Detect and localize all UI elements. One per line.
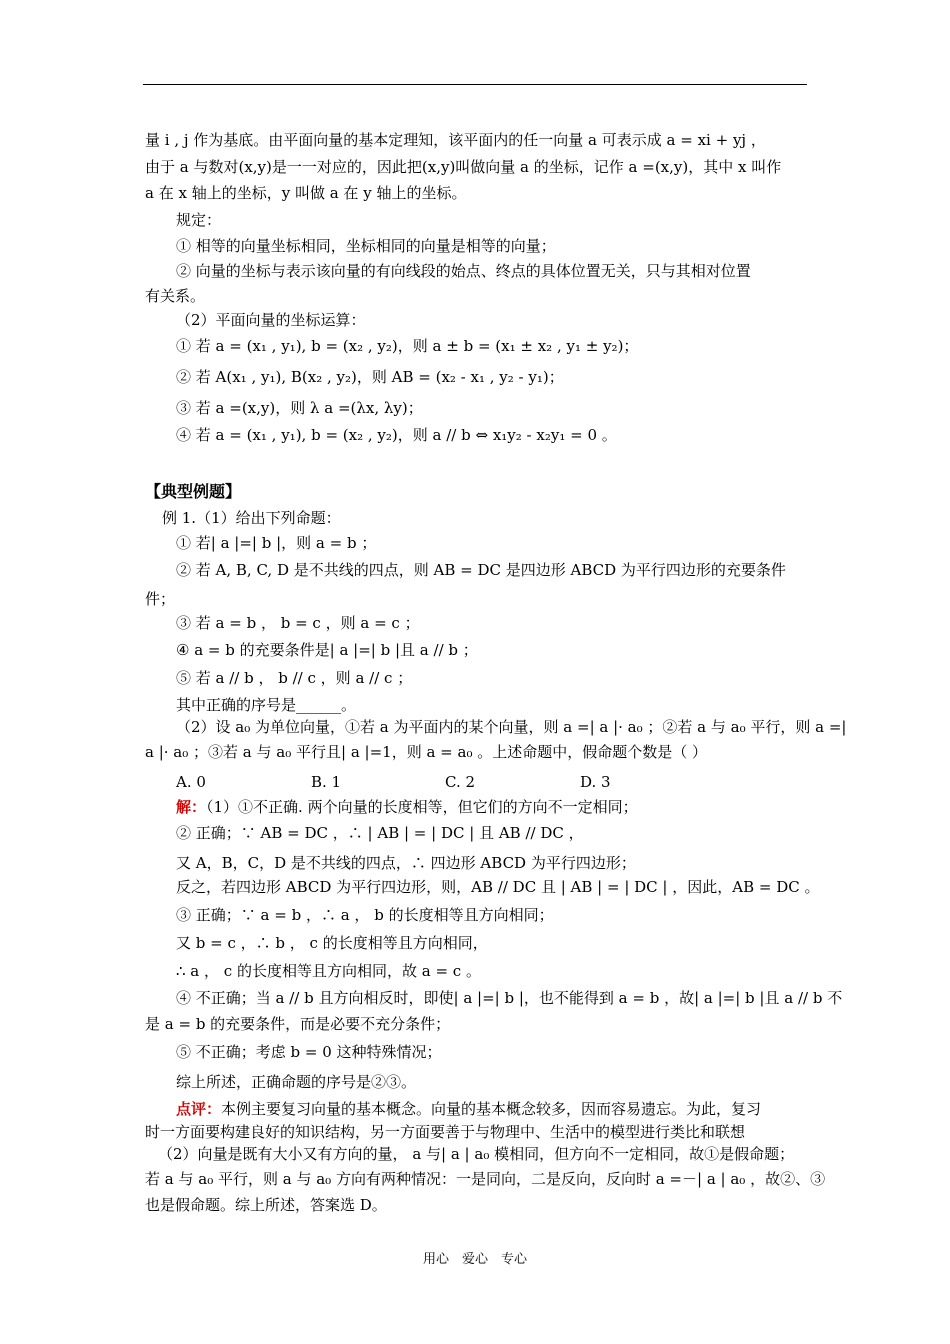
solution-summary: 综上所述，正确命题的序号是②③。 bbox=[176, 1073, 417, 1091]
option-a: A. 0 bbox=[176, 773, 206, 791]
solution-text-1: （1）①不正确. 两个向量的长度相等，但它们的方向不一定相同； bbox=[206, 798, 638, 816]
solution-label: 解： bbox=[176, 798, 207, 816]
option-d: D. 3 bbox=[580, 773, 611, 791]
comment-line-2: 时一方面要构建良好的知识结构，另一方面要善于与物理中、生活中的模型进行类比和联想 bbox=[145, 1123, 746, 1141]
header-rule bbox=[143, 84, 807, 85]
comment-line-4: 若 a 与 a₀ 平行，则 a 与 a₀ 方向有两种情况：一是同向，二是反向，反向时 a =－| a | a₀ ，故②、③ bbox=[145, 1170, 826, 1188]
solution-line-7: ∴ a ， c 的长度相等且方向相同，故 a = c 。 bbox=[176, 962, 481, 980]
rule-1: ① 相等的向量坐标相同，坐标相同的向量是相等的向量； bbox=[176, 237, 556, 255]
op-2: ② 若 A(x₁ , y₁), B(x₂ , y₂)，则 AB = (x₂ - x₁ , y₂ - y₁)； bbox=[176, 368, 564, 386]
example-title: 例 1.（1）给出下列命题： bbox=[162, 509, 341, 527]
question-2a: （2）设 a₀ 为单位向量，①若 a 为平面内的某个向量，则 a =| a |· a₀ ；②若 a 与 a₀ 平行，则 a =| bbox=[176, 718, 847, 736]
comment-label: 点评： bbox=[176, 1100, 222, 1118]
op-3: ③ 若 a =(x,y)，则 λ a =(λx, λy)； bbox=[176, 399, 423, 417]
solution-line-4: 反之，若四边形 ABCD 为平行四边形，则，AB // DC 且 | AB | = | DC | ，因此，AB = DC 。 bbox=[176, 878, 820, 896]
solution-line-9: ⑤ 不正确；考虑 b = 0 这种特殊情况； bbox=[176, 1043, 442, 1061]
prop-2a: ② 若 A, B, C, D 是不共线的四点，则 AB = DC 是四边形 ABCD 为平行四边形的充要条件 bbox=[176, 561, 786, 579]
prop-1: ① 若| a |=| b |，则 a = b ； bbox=[176, 534, 377, 552]
intro-line-2: 由于 a 与数对(x,y)是一一对应的，因此把(x,y)叫做向量 a 的坐标，记作 a =(x,y)，其中 x 叫作 bbox=[145, 158, 782, 176]
prop-5: ⑤ 若 a // b ， b // c ，则 a // c ； bbox=[176, 669, 413, 687]
solution-line-3: 又 A，B，C，D 是不共线的四点，∴ 四边形 ABCD 为平行四边形； bbox=[176, 854, 636, 872]
solution-line-8a: ④ 不正确；当 a // b 且方向相反时，即使| a |=| b |，也不能得到 a = b ，故| a |=| b |且 a // b 不 bbox=[176, 989, 843, 1007]
prop-4: ④ a = b 的充要条件是| a |=| b |且 a // b ； bbox=[176, 641, 478, 659]
comment-text-1: 本例主要复习向量的基本概念。向量的基本概念较多，因而容易遗忘。为此，复习 bbox=[221, 1100, 762, 1118]
intro-line-1: 量 i , j 作为基底。由平面向量的基本定理知，该平面内的任一向量 a 可表示成 a = xi + yj ， bbox=[145, 131, 766, 149]
intro-line-3: a 在 x 轴上的坐标，y 叫做 a 在 y 轴上的坐标。 bbox=[145, 184, 467, 202]
page-footer: 用心 爱心 专心 bbox=[422, 1252, 527, 1267]
ops-title: （2）平面向量的坐标运算： bbox=[176, 311, 366, 329]
prop-2b: 件； bbox=[145, 590, 176, 608]
solution-line-2: ② 正确；∵ AB = DC ，∴ | AB | = | DC | 且 AB // DC ， bbox=[176, 824, 584, 842]
rules-title: 规定： bbox=[176, 211, 222, 229]
section-heading: 【典型例题】 bbox=[145, 482, 242, 501]
solution-line-5: ③ 正确；∵ a = b ，∴ a ， b 的长度相等且方向相同； bbox=[176, 906, 554, 924]
op-4: ④ 若 a = (x₁ , y₁), b = (x₂ , y₂)，则 a // b ⇔ x₁y₂ - x₂y₁ = 0 。 bbox=[176, 426, 617, 444]
solution-line-1 bbox=[176, 796, 638, 818]
op-1: ① 若 a = (x₁ , y₁), b = (x₂ , y₂)，则 a ± b = (x₁ ± x₂ , y₁ ± y₂)； bbox=[176, 337, 639, 355]
rule-2b: 有关系。 bbox=[145, 287, 206, 305]
option-c: C. 2 bbox=[445, 773, 476, 791]
solution-line-8b: 是 a = b 的充要条件，而是必要不充分条件； bbox=[145, 1015, 451, 1033]
answer-blank: 其中正确的序号是______。 bbox=[176, 696, 357, 714]
question-2b: a |· a₀ ；③若 a 与 a₀ 平行且| a |=1，则 a = a₀ 。上述命题中，假命题个数是（ ） bbox=[145, 743, 708, 761]
comment-line-5: 也是假命题。综上所述，答案选 D。 bbox=[145, 1196, 387, 1214]
rule-2a: ② 向量的坐标与表示该向量的有向线段的始点、终点的具体位置无关，只与其相对位置 bbox=[176, 262, 751, 280]
solution-line-6: 又 b = c ，∴ b ， c 的长度相等且方向相同， bbox=[176, 934, 488, 952]
option-b: B. 1 bbox=[311, 773, 342, 791]
comment-line-1 bbox=[176, 1098, 761, 1120]
prop-3: ③ 若 a = b ， b = c ，则 a = c ； bbox=[176, 614, 420, 632]
comment-line-3: （2）向量是既有大小又有方向的量， a 与| a | a₀ 模相同，但方向不一定相同，故①是假命题； bbox=[158, 1145, 795, 1163]
